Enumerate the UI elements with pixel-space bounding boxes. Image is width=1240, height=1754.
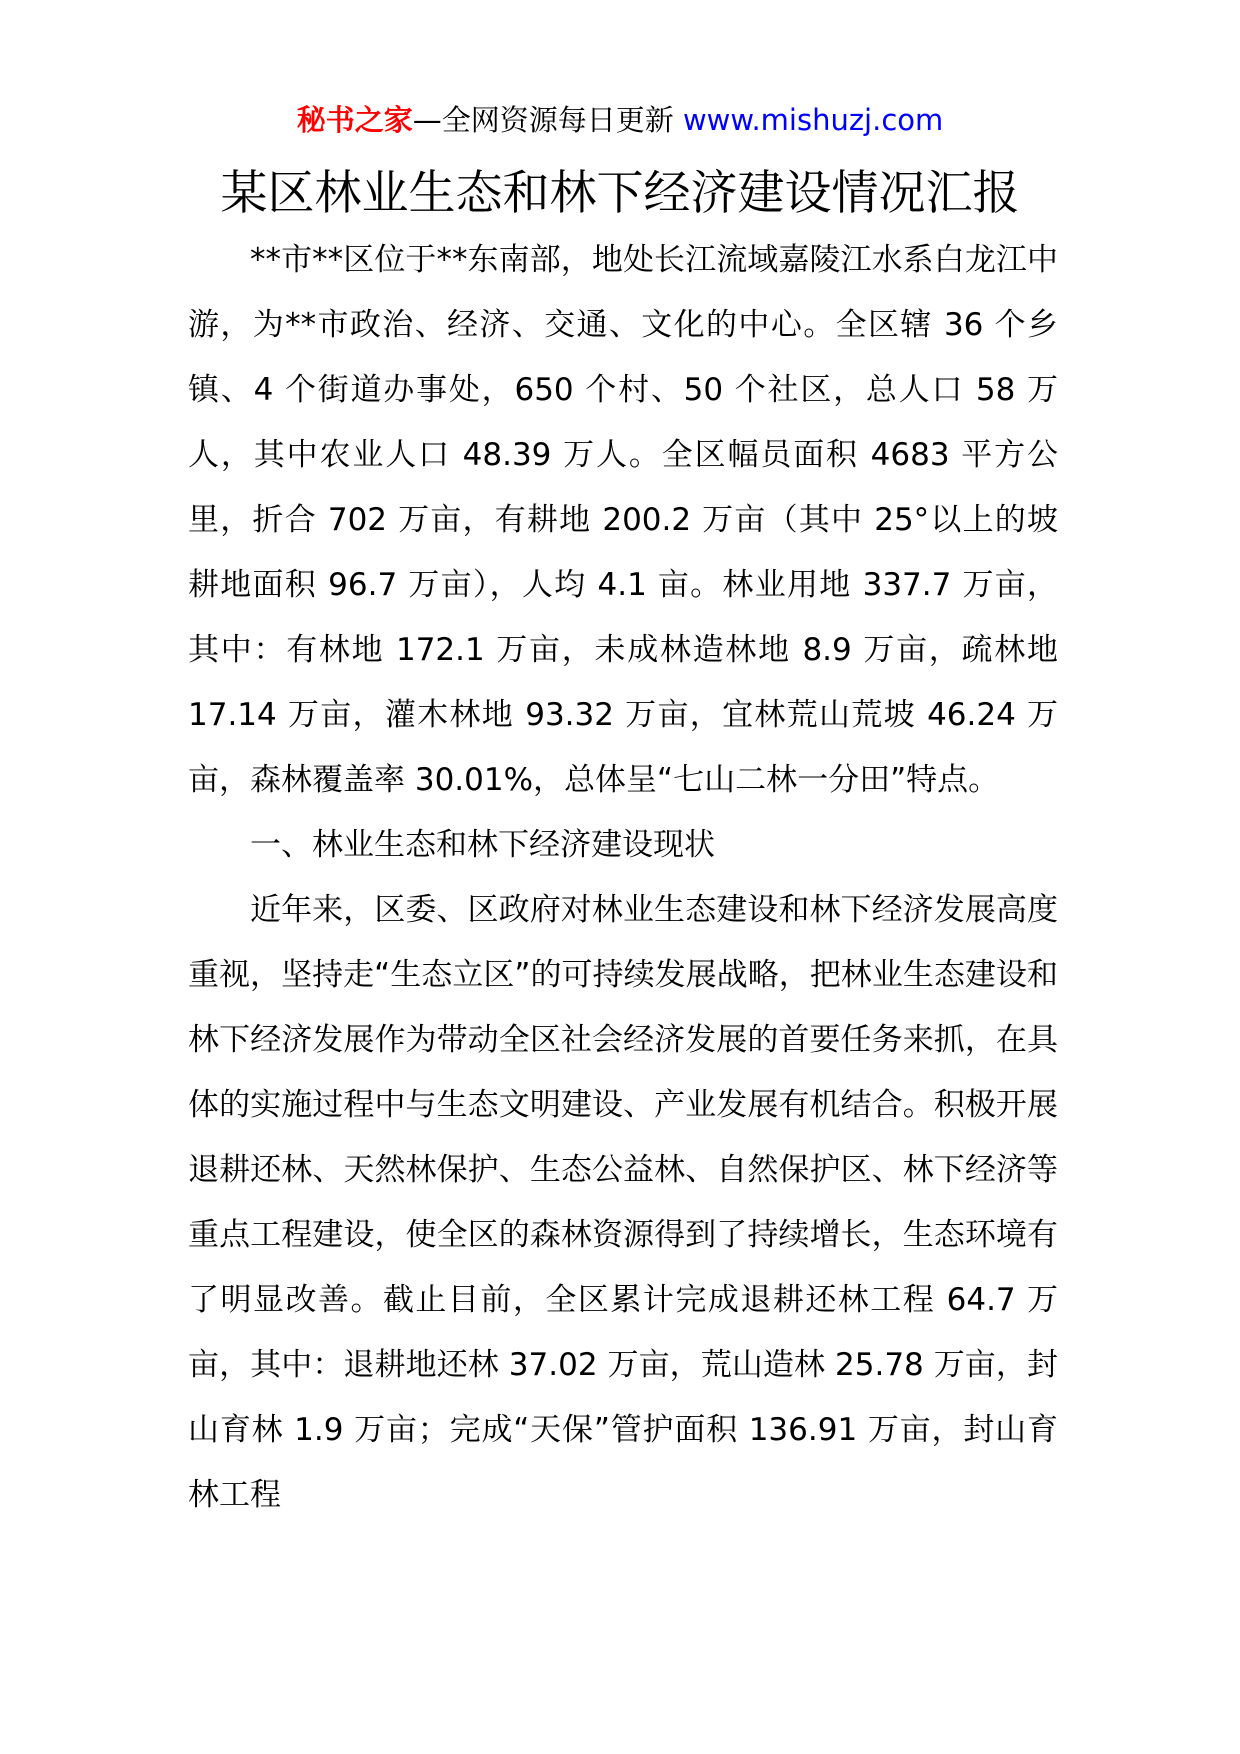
site-header: [0, 100, 1240, 140]
body-paragraph: 近年来，区委、区政府对林业生态建设和林下经济发展高度重视，坚持走“生态立区”的可持续发展战略，把林业生态建设和林下经济发展作为带动全区社会经济发展的首要任务来抓，在具体的实施过程中与生态文明建设、产业发展有机结合。积极开展退耕还林、天然林保护、生态公益林、自然保护区、林下经济等重点工程建设，使全区的森林资源得到了持续增长，生态环境有了明显改善。截止目前，全区累计完成退耕还林工程 64.7 万亩，其中：退耕地还林 37.02 万亩，荒山造林 25.78 万亩，封山育林 1.9 万亩；完成“天保”管护面积 136.91 万亩，封山育林工程: [188, 892, 1058, 1513]
site-url-link[interactable]: www.mishuzj.com: [682, 103, 944, 137]
site-slogan: —全网资源每日更新: [412, 103, 674, 137]
body-paragraph: **市**区位于**东南部，地处长江流域嘉陵江水系白龙江中游，为**市政治、经济、交通、文化的中心。全区辖 36 个乡镇、4 个街道办事处，650 个村、50 个社区，总人口 58 万人，其中农业人口 48.39 万人。全区幅员面积 4683 平方公里，折合 702 万亩，有耕地 200.2 万亩（其中 25°以上的坡耕地面积 96.7 万亩），人均 4.1 亩。林业用地 337.7 万亩，其中：有林地 172.1 万亩，未成林造林地 8.9 万亩，疏林地 17.14 万亩，灌木林地 93.32 万亩，宜林荒山荒坡 46.24 万亩，森林覆盖率 30.01%，总体呈“七山二林一分田”特点。: [188, 242, 1058, 798]
document-body: [188, 228, 1058, 1528]
section-heading: 一、林业生态和林下经济建设现状: [250, 827, 715, 863]
site-brand: 秘书之家: [296, 103, 413, 137]
document-title: 某区林业生态和林下经济建设情况汇报: [220, 166, 1020, 221]
